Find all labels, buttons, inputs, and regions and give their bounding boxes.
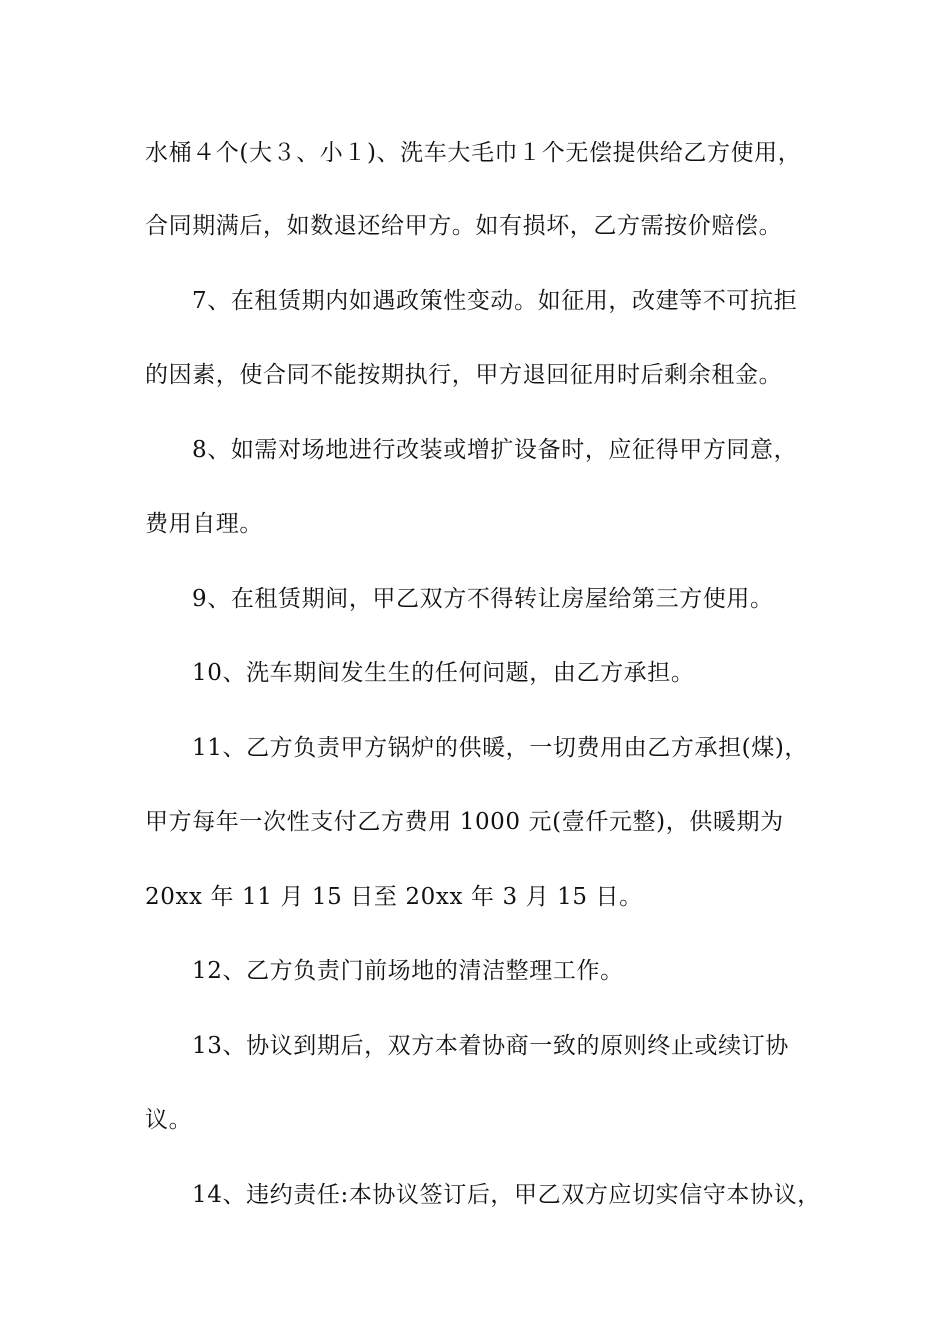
clause-8-line-1: 8、如需对场地进行改装或增扩设备时，应征得甲方同意， (192, 437, 798, 463)
clause-11-line-2: 甲方每年一次性支付乙方费用 1000 元(壹仟元整)，供暖期为 (145, 809, 784, 835)
clause-8-line-2: 费用自理。 (145, 511, 263, 537)
clause-11-line-3: 20xx 年 11 月 15 日至 20xx 年 3 月 15 日。 (145, 884, 643, 910)
clause-7-line-1: 7、在租赁期内如遇政策性变动。如征用，改建等不可抗拒 (192, 288, 798, 314)
text-line-2: 合同期满后，如数退还给甲方。如有损坏，乙方需按价赔偿。 (145, 213, 783, 239)
text-line-1: 水桶４个(大３、小１)、洗车大毛巾１个无偿提供给乙方使用， (145, 140, 802, 166)
clause-13-line-1: 13、协议到期后，双方本着协商一致的原则终止或续订协 (192, 1033, 789, 1059)
clause-13-line-2: 议。 (145, 1107, 193, 1133)
clause-14-line-1: 14、违约责任:本协议签订后，甲乙双方应切实信守本协议， (192, 1182, 821, 1208)
clause-9-line-1: 9、在租赁期间，甲乙双方不得转让房屋给第三方使用。 (192, 586, 774, 612)
clause-11-line-1: 11、乙方负责甲方锅炉的供暖，一切费用由乙方承担(煤)， (192, 735, 809, 761)
clause-12-line-1: 12、乙方负责门前场地的清洁整理工作。 (192, 958, 624, 984)
clause-7-line-2: 的因素，使合同不能按期执行，甲方退回征用时后剩余租金。 (145, 362, 783, 388)
clause-10-line-1: 10、洗车期间发生生的任何问题，由乙方承担。 (192, 660, 695, 686)
